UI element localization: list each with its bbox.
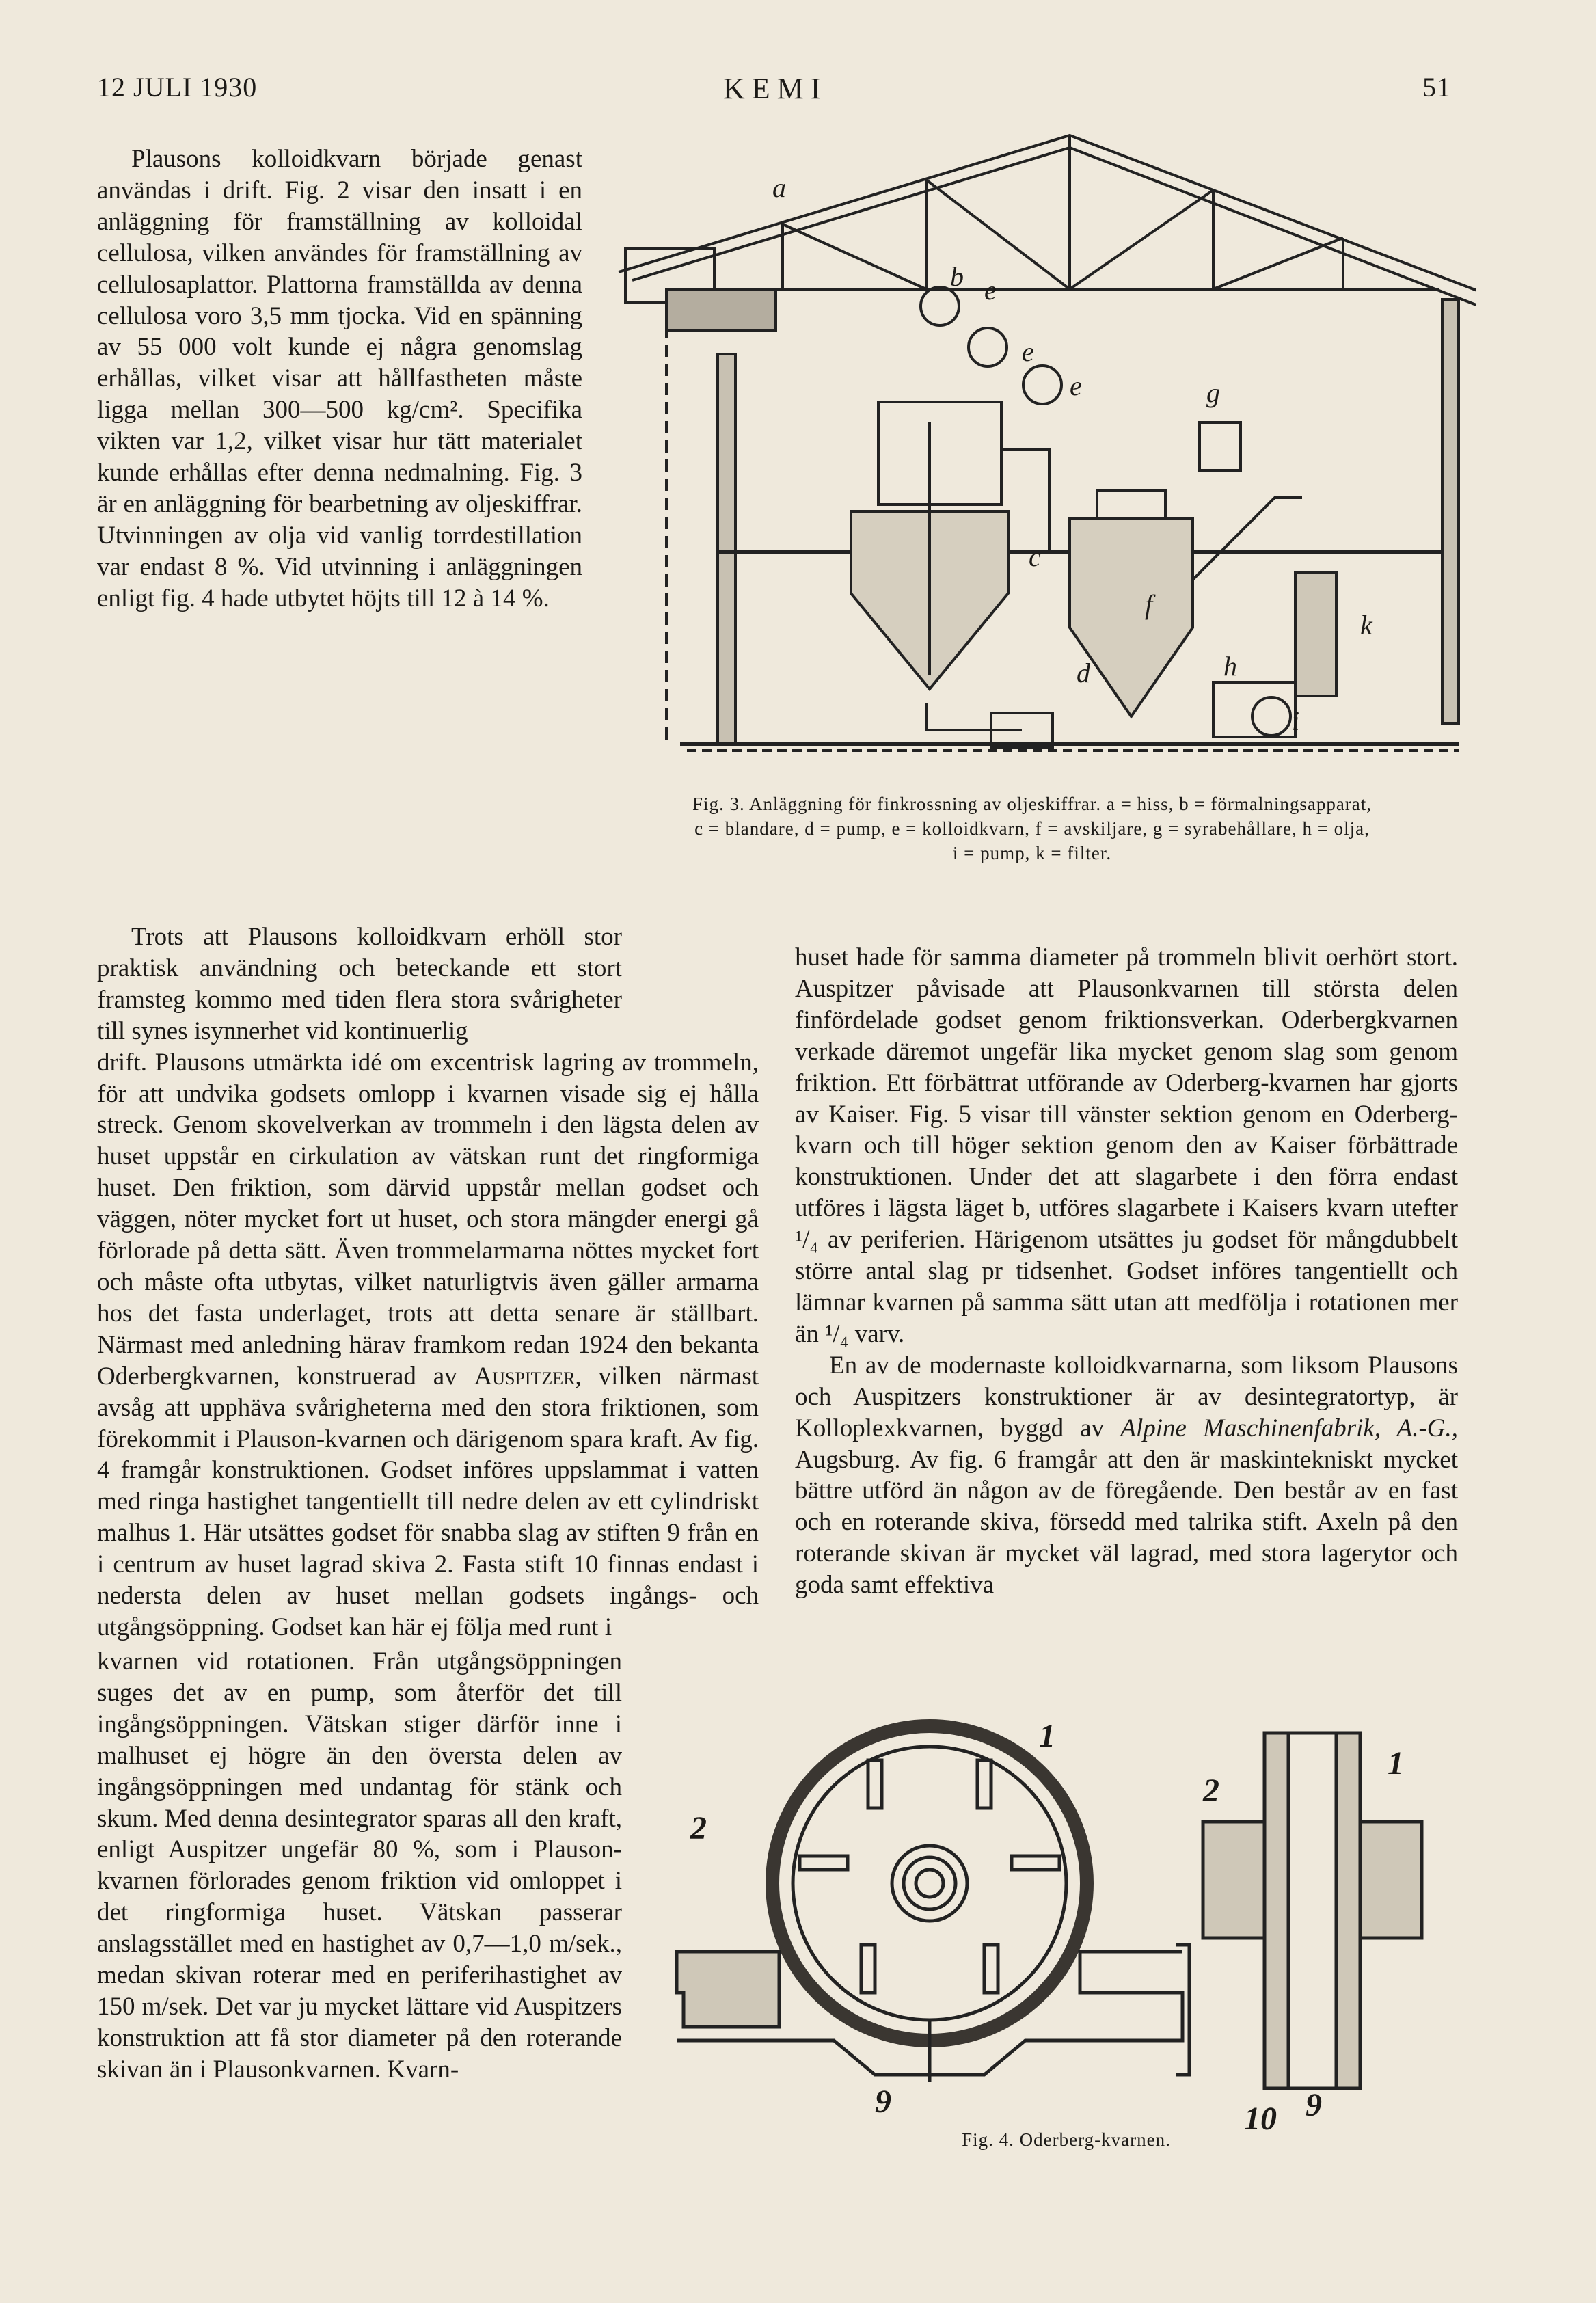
fig3-label: g: [1206, 377, 1220, 408]
fig4-label: 1: [1039, 1719, 1055, 1754]
fig3-label: i: [1292, 705, 1300, 736]
text-run: Augsburg. Av fig. 6 framgår att den är maskintekniskt mycket bättre utförd än någon av de föregående. Den består av en fast och en roterande skiva, försedd med talrika stift. Axeln på den roterande skivan är mycket väl lagrad, med stora lagerytor och goda samt effektiva: [795, 1445, 1458, 1600]
fig3-label: e: [1022, 336, 1034, 367]
fig4-label: 9: [875, 2084, 891, 2120]
left-column-top: [97, 144, 582, 615]
figure-4-caption: Fig. 4. Oderberg-kvarnen.: [962, 2129, 1171, 2150]
caption-line: c = blandare, d = pump, e = kolloidkvarn, f = avskiljare, g = syrabehållare, h = olja,: [694, 818, 1370, 839]
figure-4-oderberg-mill: [656, 1719, 1442, 2143]
fig3-label: e: [1070, 371, 1082, 401]
fig3-label: e: [984, 275, 997, 306]
text-run: En av de modernaste kolloidkvarnarna, som liksom Plausons och Auspitzers konstruktioner är av desintegratortyp, är Kolloplexkvarnen, byggd av: [795, 1351, 1458, 1442]
caption-line: i = pump, k = filter.: [952, 843, 1112, 863]
paragraph: [795, 942, 1458, 1350]
author-name: Auspitzer: [474, 1362, 576, 1390]
fig4-label: 9: [1306, 2087, 1322, 2123]
fig3-label: a: [772, 172, 786, 203]
right-column: [795, 942, 1458, 1601]
paragraph: [97, 1047, 759, 1643]
paragraph: kvarnen vid rotationen. Från utgångsöppningen suges det av en pump, som återför det till ingångsöppningen. Vätskan stiger därför inne i malhuset ej högre än den översta delen av ingångsöppningen med undantag för stänk och skum. Med denna desintegrator sparas all den kraft, enligt Auspitzer ungefär 80 %, som i Plauson-kvarnen förlorades genom friktion vid omloppet i det ringformiga huset. Vätskan passerar anslagsstället med en hastighet av 0,7—1,0 m/sek., medan skivan roterar med en periferihastighet av 150 m/sek. Det var ju mycket lättare vid Auspitzers konstruktion att få stor diameter på den roterande skivan än i Plausonkvarnen. Kvarn-: [97, 1647, 622, 2084]
roof-outline: [619, 135, 1476, 299]
left-column-bottom: [97, 1646, 622, 2086]
left-column-main: [97, 921, 759, 1643]
text-run: av periferien. Härigenom utsättes ju godset för mångdubbelt större antal slag pr tidsenhet. Godset införes tangentiellt och lämnar kvarnen på samma sätt utan att medfölja i rotationen mer än: [795, 1226, 1458, 1348]
fig4-label: 2: [690, 1810, 707, 1846]
fig3-label: b: [950, 261, 964, 292]
paragraph: Trots att Plausons kolloidkvarn erhöll stor praktisk användning och beteckande ett stort framsteg kommo med tiden flera stora svårigheter till synes isynnerhet vid kontinuerlig: [97, 923, 622, 1045]
journal-title: KEMI: [723, 72, 828, 105]
fig3-label: c: [1029, 541, 1041, 572]
text-run: varv.: [854, 1319, 905, 1348]
figure-3-plant-diagram: [605, 129, 1476, 781]
fig3-label: d: [1077, 658, 1090, 688]
paragraph: [795, 1350, 1458, 1601]
fig3-label: h: [1223, 651, 1237, 682]
figure-3-caption: [608, 792, 1456, 865]
fig3-label: k: [1360, 610, 1372, 641]
page-number: 51: [1422, 72, 1451, 103]
company-name: Alpine Maschinenfabrik, A.-G.,: [1120, 1414, 1458, 1442]
header-date: 12 JULI 1930: [97, 72, 258, 103]
fig4-label: 1: [1388, 1745, 1404, 1781]
fig4-label: 10: [1244, 2101, 1277, 2137]
text-run: , vilken närmast avsåg att upphäva svårigheterna med den stora friktionen, som förekommit i Plauson-kvarnen och därigenom spara kraft. Av fig. 4 framgår konstruktionen. Godset införes uppslammat i vatten med ringa hastighet tangentiellt till nedre delen av ett cylindriskt malhus 1. Här utsättes godset för snabba slag av stiften 9 från en i centrum av huset lagrad skiva 2. Fasta stift 10 finnas endast i nedersta delen av huset mellan godsets ingångs- och utgångsöppning. Godset kan här ej följa med runt i: [97, 1362, 759, 1641]
fig3-label: f: [1145, 589, 1153, 620]
paragraph: Plausons kolloidkvarn började genast användas i drift. Fig. 2 visar den insatt i en anläggning för framställning av kolloidal cellulosa, vilken användes för framställning av cellulosaplattor. Plattorna framställda av denna cellulosa voro 3,5 mm tjocka. Vid en spänning av 55 000 volt kunde ej några genomslag erhållas, vilket visar att hållfastheten måste ligga mellan 300—500 kg/cm². Specifika vikten var 1,2, vilket visar hur tätt materialet kunde erhållas efter denna nedmalning. Fig. 3 är en anläggning för bearbetning av oljeskiffrar. Utvinningen av olja vid vanlig torrdestillation var endast 8 %. Vid utvinning i anläggningen enligt fig. 4 hade utbytet höjts till 12 à 14 %.: [97, 145, 582, 612]
caption-line: Fig. 3. Anläggning för finkrossning av oljeskiffrar. a = hiss, b = förmalningsapparat,: [692, 794, 1372, 814]
fraction: ¹/₄: [795, 1226, 819, 1254]
fig4-label: 2: [1203, 1773, 1219, 1809]
text-run: drift. Plausons utmärkta idé om excentrisk lagring av trommeln, för att undvika godsets omlopp i kvarnen visade sig ej hålla streck. Genom skovelverkan av trommeln i den lägsta delen av huset uppstår en cirkulation av vätskan runt det ringformiga huset. Den friktion, som därvid uppstår mellan godset och väggen, nöter mycket fort ut huset, och stora mängder energi gå förlorade på detta sätt. Även trommelarmarna nöttes mycket fort och måste ofta utbytas, vilket naturligtvis även gäller armarna hos det fasta underlaget, trots att detta senare är ställbart. Närmast med anledning härav framkom redan 1924 den bekanta Oderbergkvarnen, konstruerad av: [97, 1048, 759, 1390]
text-run: huset hade för samma diameter på trommeln blivit oerhört stort. Auspitzer påvisade att Plausonkvarnen till största delen finfördelade godset genom friktionsverkan. Oderbergkvarnen verkade däremot ungefär lika mycket genom slag som genom friktion. Ett förbättrat utförande av Oderberg-kvarnen har gjorts av Kaiser. Fig. 5 visar till vänster sektion genom en Oderberg-kvarn och till höger sektion genom den av Kaiser förbättrade konstruktionen. Under det att slagarbete i den förra endast utföres i lägsta läget b, utföres slagarbete i Kaisers kvarn utefter: [795, 943, 1458, 1223]
fraction: ¹/₄: [825, 1319, 849, 1348]
